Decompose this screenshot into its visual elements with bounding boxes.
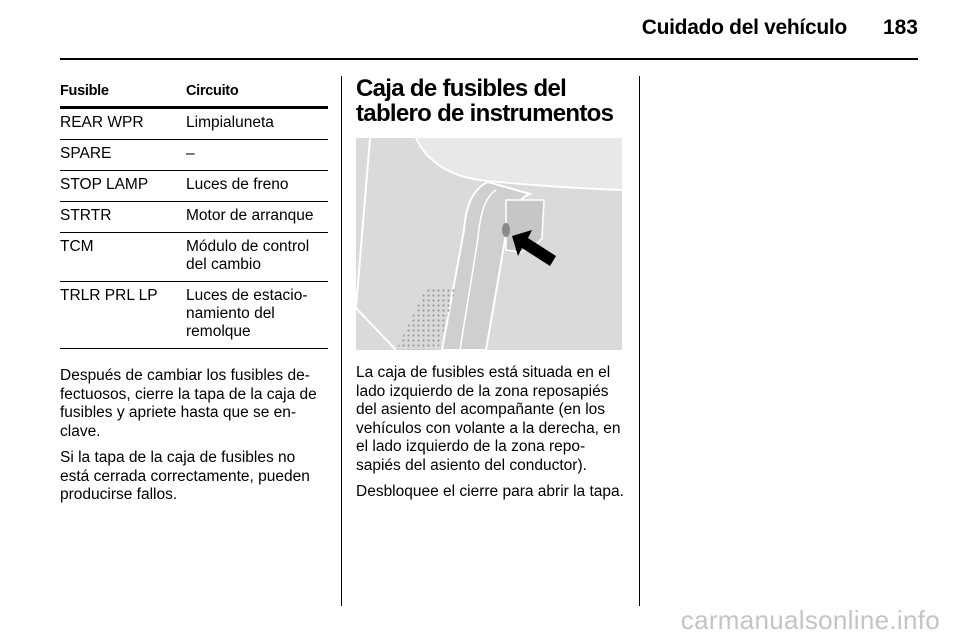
circuit-cell: Limpialuneta bbox=[186, 108, 328, 140]
body-paragraph: La caja de fusibles está situada en el lado izquierdo de la zona reposapiés del asiento del acompañante (en los vehículos con volante a la derecha, en el lado izquierdo de la zona repo-sapiés del asiento del conductor). bbox=[356, 364, 621, 474]
table-row bbox=[60, 140, 328, 171]
body-paragraph: Desbloquee el cierre para abrir la tapa. bbox=[356, 483, 624, 500]
section-title: Cuidado del vehículo bbox=[641, 16, 847, 39]
circuit-cell: – bbox=[186, 140, 328, 171]
circuit-cell: Luces de estacio-namiento del remolque bbox=[186, 282, 328, 349]
circuit-cell: Módulo de control del cambio bbox=[186, 233, 328, 282]
header-rule bbox=[60, 58, 918, 60]
column-header-fuse: Fusible bbox=[60, 80, 186, 108]
section-heading: Caja de fusibles del tablero de instrumentos bbox=[356, 75, 614, 127]
body-paragraph: Si la tapa de la caja de fusibles no está cerrada correctamente, pueden producirse fallos. bbox=[60, 449, 310, 503]
circuit-cell: Motor de arranque bbox=[186, 202, 328, 233]
column-divider-2 bbox=[639, 76, 640, 606]
fuse-table-header bbox=[60, 80, 328, 108]
fuse-cell: TRLR PRL LP bbox=[60, 282, 186, 349]
fuse-table bbox=[60, 80, 328, 349]
left-column bbox=[60, 80, 328, 505]
column-header-circuit: Circuito bbox=[186, 80, 328, 108]
circuit-cell: Luces de freno bbox=[186, 171, 328, 202]
table-row bbox=[60, 171, 328, 202]
fuse-cell: STOP LAMP bbox=[60, 171, 186, 202]
watermark-text: carmanualsonline.info bbox=[680, 605, 940, 635]
column-divider-1 bbox=[341, 76, 342, 606]
table-row bbox=[60, 108, 328, 140]
fuse-cell: STRTR bbox=[60, 202, 186, 233]
page-header bbox=[642, 16, 918, 40]
fuse-cell: REAR WPR bbox=[60, 108, 186, 140]
body-paragraph: Después de cambiar los fusibles de-fectuosos, cierre la tapa de la caja de fusibles y apriete hasta que se en-clave. bbox=[60, 367, 317, 440]
page-number: 183 bbox=[882, 16, 918, 39]
middle-column bbox=[356, 76, 628, 502]
fuse-cell: TCM bbox=[60, 233, 186, 282]
table-row bbox=[60, 202, 328, 233]
fuse-cell: SPARE bbox=[60, 140, 186, 171]
fuse-box-drawing bbox=[356, 138, 622, 350]
table-row bbox=[60, 233, 328, 282]
table-row bbox=[60, 282, 328, 349]
fuse-box-illustration bbox=[356, 138, 622, 350]
